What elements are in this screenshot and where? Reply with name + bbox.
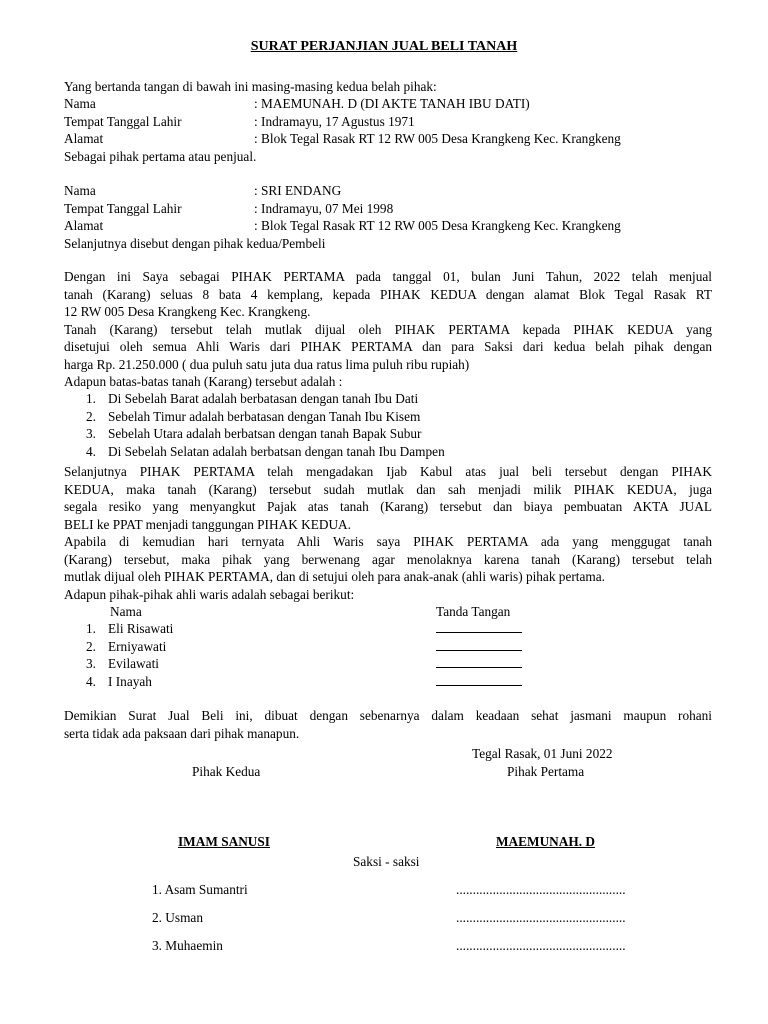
heirs-sign-header: Tanda Tangan xyxy=(436,604,511,619)
intro-line: Yang bertanda tangan di bawah ini masing-masing kedua belah pihak: xyxy=(64,79,437,94)
party-one-name-row xyxy=(64,95,712,113)
paragraph-line: segala resiko yang menyangkut Pajak atas tanah (Karang) tersebut dan biaya pembuatan AKTA JUAL xyxy=(64,499,712,514)
paragraph-line: 12 RW 005 Desa Krangkeng Kec. Krangkeng. xyxy=(64,304,311,319)
paragraph-line: Selanjutnya PIHAK PERTAMA telah mengadakan Ijab Kabul atas jual beli tersebut dengan PIHAK xyxy=(64,464,712,479)
second-party-label: Pihak Kedua xyxy=(192,764,261,779)
paragraph-line: KEDUA, maka tanah (Karang) tersebut sudah mutlak dan sah menjadi milik PIHAK KEDUA, juga xyxy=(64,481,712,497)
boundaries-list xyxy=(86,390,646,460)
signature-line xyxy=(436,638,522,651)
sale-paragraph xyxy=(64,268,712,391)
list-item: 4. Di Sebelah Selatan adalah berbatsan dengan tanah Ibu Dampen xyxy=(86,443,445,459)
paragraph-line: disetujui oleh semua Ahli Waris dari PIHAK PERTAMA dan para Saksi dari kedua belah pihak dengan xyxy=(64,339,712,354)
field-value: : Blok Tegal Rasak RT 12 RW 005 Desa Krangkeng Kec. Krangkeng xyxy=(254,131,621,146)
party-two-role: Selanjutnya disebut dengan pihak kedua/Pembeli xyxy=(64,235,326,251)
field-value: : Blok Tegal Rasak RT 12 RW 005 Desa Krangkeng Kec. Krangkeng xyxy=(254,218,621,233)
heirs-name-header: Nama xyxy=(110,604,142,619)
signature-line xyxy=(436,655,522,668)
signature-line xyxy=(436,673,522,686)
list-item: 1. Di Sebelah Barat adalah berbatasan dengan tanah Ibu Dati xyxy=(86,391,419,406)
witness-signature-line: ................................................... xyxy=(456,910,626,925)
heirs-list xyxy=(86,620,536,690)
party-one-section xyxy=(64,95,712,165)
paragraph-line: BELI ke PPAT menjadi tanggungan PIHAK KEDUA. xyxy=(64,516,351,532)
paragraph-line: Dengan ini Saya sebagai PIHAK PERTAMA pada tanggal 01, bulan Juni Tahun, 2022 telah menjual xyxy=(64,269,712,284)
party-two-address-row xyxy=(64,217,712,235)
paragraph-line: Apabila di kemudian hari ternyata Ahli Waris saya PIHAK PERTAMA ada yang menggugat tanah xyxy=(64,534,712,549)
field-value: : Indramayu, 17 Agustus 1971 xyxy=(254,113,415,129)
place-date: Tegal Rasak, 01 Juni 2022 xyxy=(472,746,613,761)
paragraph-line: Demikian Surat Jual Beli ini, dibuat dengan sebenarnya dalam keadaan sehat jasmani maupun rohani xyxy=(64,708,712,723)
first-party-label: Pihak Pertama xyxy=(507,764,585,779)
party-two-section xyxy=(64,182,712,252)
paragraph-line: harga Rp. 21.250.000 ( dua puluh satu juta dua ratus lima puluh ribu rupiah) xyxy=(64,356,470,372)
witness-label: 3. Muhaemin xyxy=(152,938,223,953)
list-item: 3. Evilawati xyxy=(86,655,536,673)
heirs-intro: Adapun pihak-pihak ahli waris adalah sebagai berikut: xyxy=(64,586,355,602)
field-value: : SRI ENDANG xyxy=(254,183,342,198)
field-label: Tempat Tanggal Lahir xyxy=(64,113,182,129)
witness-signature-line: ................................................... xyxy=(456,882,626,897)
list-item: 2. Sebelah Timur adalah berbatasan dengan Tanah Ibu Kisem xyxy=(86,408,421,424)
witness-label: 2. Usman xyxy=(152,910,203,925)
boundaries-intro: Adapun batas-batas tanah (Karang) tersebut adalah : xyxy=(64,374,343,389)
party-one-address-row xyxy=(64,130,712,148)
paragraph-line: mutlak dijual oleh PIHAK PERTAMA, dan di setujui oleh para anak-anak (ahli waris) pihak pertama. xyxy=(64,569,605,584)
document-title: SURAT PERJANJIAN JUAL BELI TANAH xyxy=(250,39,518,54)
first-party-signer-name: MAEMUNAH. D xyxy=(496,834,595,849)
paragraph-line: Tanah (Karang) tersebut telah mutlak dijual oleh PIHAK PERTAMA kepada PIHAK KEDUA yang xyxy=(64,321,712,337)
witness-title: Saksi - saksi xyxy=(353,854,420,869)
second-party-signer-name: IMAM SANUSI xyxy=(178,834,270,849)
paragraph-line: (Karang) tersebut, maka pihak yang berwenang agar menolaknya karena tanah (Karang) tersebut telah xyxy=(64,551,712,567)
list-item: 2. Erniyawati xyxy=(86,638,536,656)
paragraph-line: serta tidak ada paksaan dari pihak manapun. xyxy=(64,725,300,741)
signature-line xyxy=(436,620,522,633)
list-item: 4. I Inayah xyxy=(86,673,536,691)
witness-signature-line: ................................................... xyxy=(456,938,626,953)
party-two-name-row xyxy=(64,182,712,200)
field-label: Nama xyxy=(64,96,96,111)
paragraph-line: tanah (Karang) seluas 8 bata 4 kemplang, kepada PIHAK KEDUA dengan alamat Blok Tegal Rasak RT xyxy=(64,286,712,302)
party-two-birth-row xyxy=(64,200,712,218)
field-value: : Indramayu, 07 Mei 1998 xyxy=(254,200,394,216)
ijab-kabul-paragraph xyxy=(64,463,712,603)
field-label: Alamat xyxy=(64,218,104,233)
party-one-birth-row xyxy=(64,113,712,131)
party-one-role: Sebagai pihak pertama atau penjual. xyxy=(64,148,257,164)
field-label: Tempat Tanggal Lahir xyxy=(64,200,182,216)
field-value: : MAEMUNAH. D (DI AKTE TANAH IBU DATI) xyxy=(254,96,530,111)
list-item: 1. Eli Risawati xyxy=(86,620,536,638)
list-item: 3. Sebelah Utara adalah berbatsan dengan tanah Bapak Subur xyxy=(86,426,422,441)
field-label: Nama xyxy=(64,183,96,198)
witness-label: 1. Asam Sumantri xyxy=(152,882,248,897)
field-label: Alamat xyxy=(64,131,104,146)
closing-paragraph xyxy=(64,707,712,742)
